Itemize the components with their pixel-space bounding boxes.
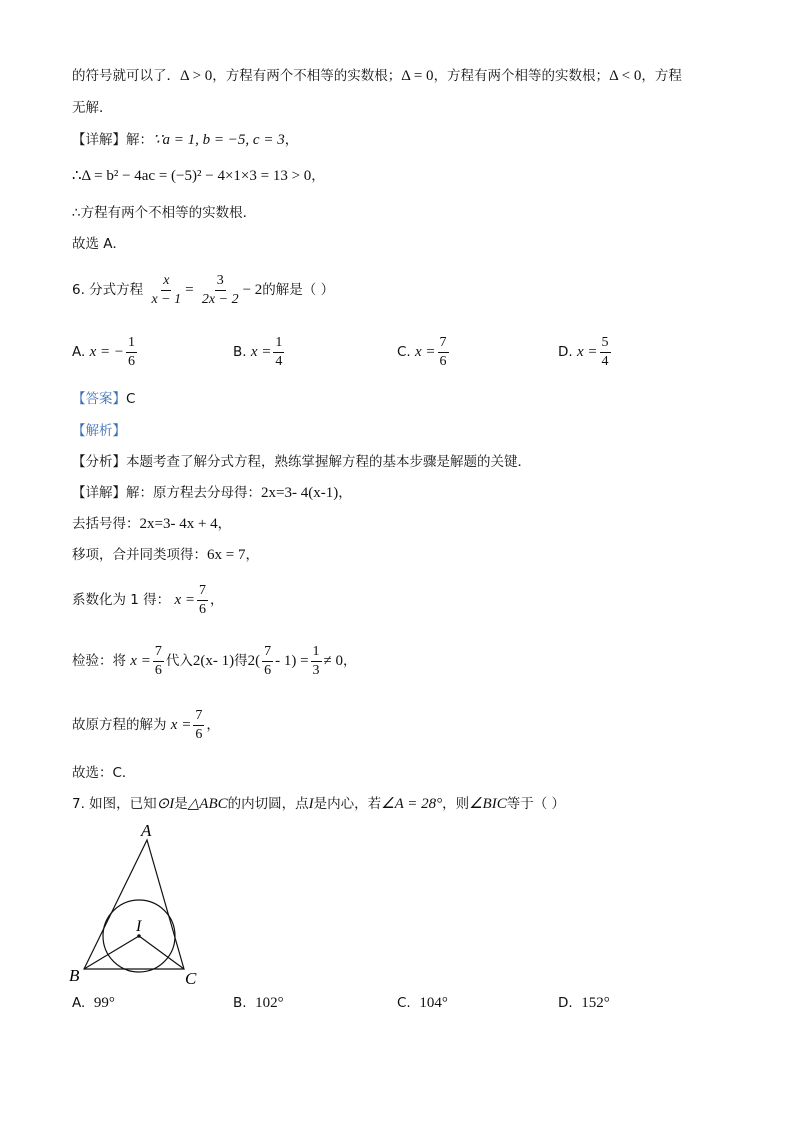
text: ， [338, 485, 352, 501]
triangle-abc [84, 840, 184, 969]
fraction [438, 335, 449, 370]
q6-step-1 [72, 514, 231, 534]
numerator: 3 [215, 273, 226, 291]
denominator: 6 [199, 601, 206, 617]
text: ， [311, 168, 325, 184]
text: 是 [174, 796, 188, 812]
q7-option-a [72, 993, 115, 1013]
q5-reasoning-line [72, 66, 682, 86]
text: 解： [126, 132, 153, 148]
detail-tag: 【详解】 [72, 132, 126, 148]
fraction [193, 708, 204, 743]
math: 2(x- 1) [192, 653, 235, 669]
math: Δ < 0 [609, 68, 642, 84]
denominator: 6 [264, 662, 272, 678]
label-c: C [185, 969, 197, 988]
math: 2x=3- 4x + 4 [139, 516, 218, 532]
math: ⊙I [156, 796, 175, 812]
label-b: B [69, 966, 80, 985]
option-label: A. [72, 995, 86, 1011]
math: ∠A = 28° [381, 796, 443, 812]
q6-analysis-tag [72, 421, 126, 441]
q5-reasoning-line-2: 无解． [72, 100, 113, 116]
q6-step-3 [72, 582, 224, 618]
text: 系数化为 1 得： [72, 592, 171, 608]
math: ∵a = 1, b = −5, c = 3 [153, 132, 285, 148]
math: x = [250, 344, 272, 360]
denominator: 3 [312, 662, 320, 678]
option-label: B. [233, 995, 247, 1011]
numerator: 7 [438, 335, 449, 353]
q6-detail-line [72, 483, 352, 503]
fraction [153, 644, 164, 679]
option-value: 102° [255, 995, 284, 1011]
fraction [197, 583, 208, 618]
question-number: 6. 分式方程 [72, 282, 144, 298]
text: 检验：将 [72, 653, 126, 669]
text: ， [284, 132, 299, 148]
text: ，则 [442, 796, 470, 812]
q6-option-b [233, 334, 286, 370]
fraction [200, 273, 241, 308]
q7-option-b [233, 993, 284, 1013]
text: ， [343, 653, 357, 669]
text: 移项，合并同类项得： [72, 547, 207, 563]
text: 解：原方程去分母得： [126, 485, 261, 501]
q6-choose: 故选：C． [72, 765, 136, 781]
text: 去括号得： [72, 516, 140, 532]
denominator: 4 [601, 353, 609, 369]
math: Δ = 0 [401, 68, 434, 84]
numerator: 5 [600, 335, 611, 353]
denominator: 4 [275, 353, 283, 369]
answer-value: C [126, 391, 136, 407]
numerator: 1 [311, 644, 322, 662]
math: 2( [247, 653, 261, 669]
numerator: 1 [273, 335, 284, 353]
math: ∴Δ = b² − 4ac = (−5)² − 4×1×3 = 13 > 0 [72, 168, 312, 184]
fraction [126, 335, 137, 370]
denominator: 6 [154, 662, 162, 678]
numerator: x [161, 273, 171, 291]
denominator: 2x − 2 [201, 291, 239, 307]
math: x = [174, 592, 195, 608]
text: 故原方程的解为 [72, 717, 167, 733]
text: ，方程 [641, 68, 682, 84]
option-value: 152° [581, 995, 610, 1011]
denominator: 6 [195, 726, 203, 742]
label-a: A [141, 821, 152, 840]
option-value: 99° [93, 995, 115, 1011]
fraction [262, 644, 273, 679]
math: x = − [89, 344, 124, 360]
incircle-figure [66, 818, 216, 993]
numerator: 1 [126, 335, 137, 353]
math: 2x=3- 4(x-1) [261, 485, 339, 501]
text: ，方程有两个不相等的实数根； [212, 68, 402, 84]
math: x = [130, 653, 151, 669]
text: 的内切圆，点 [227, 796, 309, 812]
q5-choose: 故选 A． [72, 236, 127, 252]
option-label: A. [72, 344, 86, 360]
q7-option-c [397, 993, 448, 1013]
denominator: 6 [128, 353, 135, 369]
math: △ABC [187, 796, 228, 812]
math: x = [576, 344, 598, 360]
math: x = [170, 717, 192, 733]
fraction [273, 335, 284, 370]
q6-answer-line [72, 389, 135, 409]
text: 本题考查了解分式方程，熟练掌握解方程的基本步骤是解题的关键． [126, 454, 531, 470]
math: = [185, 282, 194, 298]
text: ， [210, 592, 224, 608]
text: 是内心，若 [313, 796, 382, 812]
math: ∠BIC [469, 796, 507, 812]
fraction [600, 335, 611, 370]
q6-check-line [72, 643, 357, 679]
math: x = [415, 344, 436, 360]
q6-option-c [397, 334, 451, 370]
fenxi-tag: 【分析】 [72, 454, 126, 470]
math: − 2 [242, 282, 263, 298]
option-value: 104° [419, 995, 448, 1011]
math: ≠ 0 [323, 653, 344, 669]
answer-tag: 【答案】 [72, 391, 126, 407]
text: 得 [234, 653, 248, 669]
option-label: C. [397, 344, 411, 360]
q5-delta-line [72, 166, 325, 186]
text: 的符号就可以了． [72, 68, 180, 84]
label-i: I [136, 918, 142, 935]
q5-detail-line [72, 130, 298, 150]
detail-tag: 【详解】 [72, 485, 126, 501]
q6-option-d [558, 334, 613, 370]
q6-option-a [72, 334, 139, 370]
fraction [149, 273, 183, 308]
text: 的解是（ ） [262, 282, 335, 298]
text: ， [206, 717, 220, 733]
option-label: B. [233, 344, 247, 360]
math: Δ > 0 [180, 68, 213, 84]
q6-step-2 [72, 545, 259, 565]
math: I [308, 796, 314, 812]
text: 等于（ ） [506, 796, 566, 812]
numerator: 7 [193, 708, 204, 726]
denominator: x − 1 [151, 291, 182, 307]
numerator: 7 [153, 644, 164, 662]
q6-stem [72, 272, 334, 308]
text: ， [217, 516, 232, 532]
math: 6x = 7 [207, 547, 246, 563]
math: - 1) = [275, 653, 309, 669]
option-label: D. [558, 344, 573, 360]
text: ，方程有两个相等的实数根； [433, 68, 610, 84]
q6-solution-line [72, 707, 220, 743]
q5-conclusion: ∴方程有两个不相等的实数根． [72, 205, 257, 221]
text: ， [245, 547, 259, 563]
q7-option-d [558, 993, 610, 1013]
option-label: C. [397, 995, 411, 1011]
text: 代入 [165, 653, 193, 669]
fraction [311, 644, 322, 679]
numerator: 7 [262, 644, 273, 662]
numerator: 7 [197, 583, 208, 601]
q7-stem [72, 794, 565, 814]
option-label: D. [558, 995, 573, 1011]
analysis-tag: 【解析】 [72, 423, 126, 439]
text: 7. 如图，已知 [72, 796, 157, 812]
denominator: 6 [439, 353, 447, 369]
q6-fenxi-line [72, 452, 531, 472]
